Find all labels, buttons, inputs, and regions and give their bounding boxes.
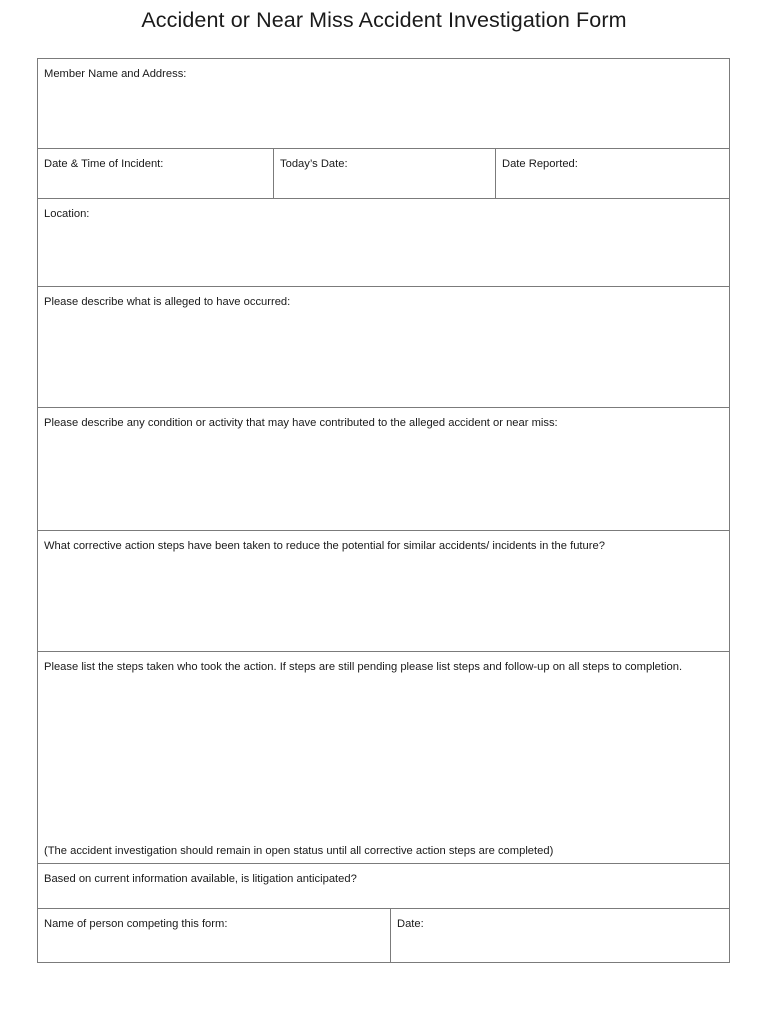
table-row-alleged — [38, 287, 730, 408]
field-signature-date[interactable] — [391, 909, 730, 963]
note-open-status: (The accident investigation should remain in open status until all corrective action steps are completed) — [44, 844, 554, 857]
table-row-condition — [38, 408, 730, 531]
field-list-steps[interactable] — [38, 652, 730, 864]
table-row-corrective-action — [38, 531, 730, 652]
field-describe-alleged[interactable] — [38, 287, 730, 408]
table-row-member — [38, 59, 730, 149]
label-date-time-incident: Date & Time of Incident: — [44, 158, 164, 170]
field-describe-condition[interactable] — [38, 408, 730, 531]
field-name-of-person[interactable] — [38, 909, 391, 963]
page-title: Accident or Near Miss Accident Investigation Form — [141, 8, 627, 32]
table-row-signature — [38, 909, 730, 963]
label-location: Location: — [44, 208, 90, 220]
table-row-location — [38, 199, 730, 287]
field-date-time-incident[interactable] — [38, 149, 274, 199]
field-member-name-address[interactable] — [38, 59, 730, 149]
label-member-name-address: Member Name and Address: — [44, 68, 187, 80]
field-todays-date[interactable] — [274, 149, 496, 199]
table-row-dates — [38, 149, 730, 199]
label-signature-date: Date: — [397, 918, 424, 930]
field-date-reported[interactable] — [496, 149, 730, 199]
table-row-litigation — [38, 864, 730, 909]
label-describe-alleged: Please describe what is alleged to have occurred: — [44, 296, 291, 308]
table-row-list-steps — [38, 652, 730, 864]
accident-investigation-table — [37, 58, 730, 963]
field-litigation-anticipated[interactable] — [38, 864, 730, 909]
label-todays-date: Today’s Date: — [280, 158, 348, 170]
label-date-reported: Date Reported: — [502, 158, 578, 170]
label-describe-condition: Please describe any condition or activity that may have contributed to the alleged accident or near miss: — [44, 417, 558, 429]
label-corrective-action: What corrective action steps have been taken to reduce the potential for similar accidents/ incidents in the future? — [44, 540, 605, 552]
field-location[interactable] — [38, 199, 730, 287]
label-list-steps: Please list the steps taken who took the action. If steps are still pending please list steps and follow-up on all steps to completion. — [44, 661, 683, 673]
label-name-of-person: Name of person competing this form: — [44, 918, 228, 930]
label-litigation-anticipated: Based on current information available, is litigation anticipated? — [44, 873, 357, 885]
field-corrective-action[interactable] — [38, 531, 730, 652]
